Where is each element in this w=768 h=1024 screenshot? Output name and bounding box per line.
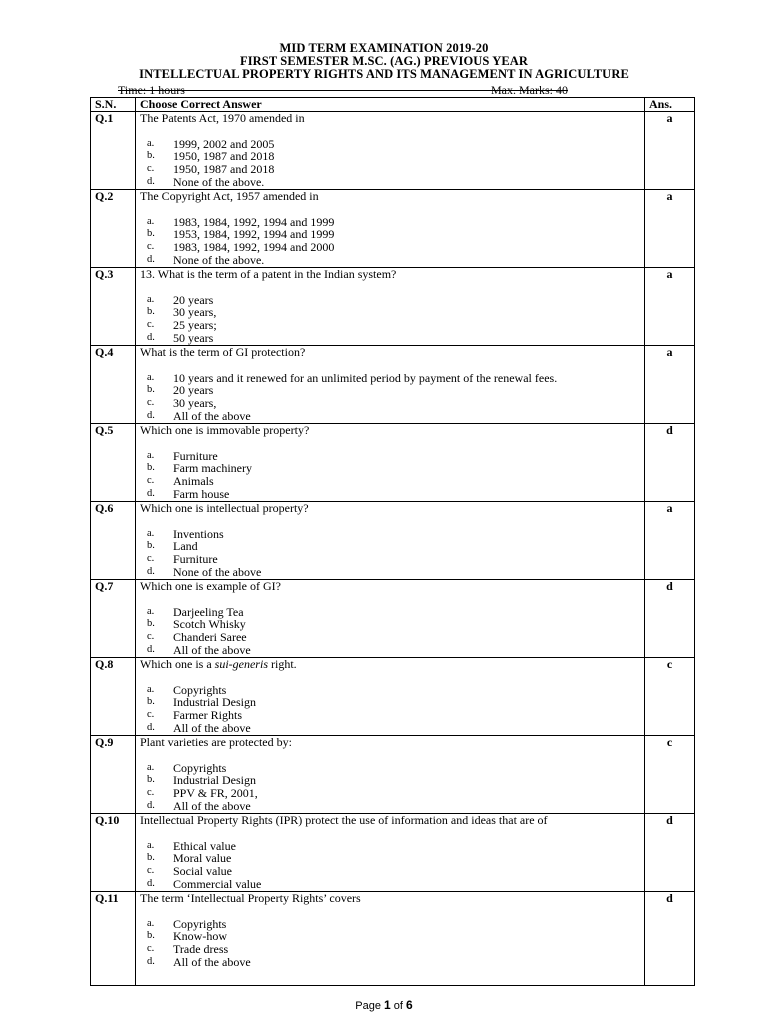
header-sn: S.N. bbox=[91, 98, 136, 112]
option-text: Chanderi Saree bbox=[173, 630, 247, 645]
question-row bbox=[91, 814, 695, 892]
question-text-main: The Copyright Act, 1957 amended in bbox=[140, 189, 319, 203]
option-text: Farmer Rights bbox=[173, 708, 242, 723]
option-text: Industrial Design bbox=[173, 773, 256, 788]
option-text: 50 years bbox=[173, 330, 214, 345]
option-letter: a. bbox=[147, 917, 155, 929]
exam-header bbox=[0, 42, 768, 81]
answer-key: a bbox=[645, 346, 695, 424]
answer-key: d bbox=[645, 424, 695, 502]
option-text: Trade dress bbox=[173, 942, 229, 957]
header-question: Choose Correct Answer bbox=[136, 98, 645, 112]
answer-option bbox=[140, 332, 640, 345]
option-text: None of the above. bbox=[173, 174, 265, 189]
option-letter: b. bbox=[147, 462, 155, 474]
answer-key: c bbox=[645, 658, 695, 736]
option-text: Inventions bbox=[173, 526, 224, 541]
option-text: Animals bbox=[173, 474, 214, 489]
option-text: All of the above bbox=[173, 642, 251, 657]
exam-title: MID TERM EXAMINATION 2019-20 bbox=[279, 41, 489, 55]
option-text: Ethical value bbox=[173, 838, 236, 853]
spacer bbox=[140, 749, 640, 762]
question-text bbox=[140, 268, 640, 281]
option-letter: b. bbox=[147, 384, 155, 396]
answer-option bbox=[140, 644, 640, 657]
question-table bbox=[90, 97, 695, 986]
answer-option bbox=[140, 372, 640, 385]
option-text: 30 years, bbox=[173, 396, 217, 411]
header-answer: Ans. bbox=[645, 98, 695, 112]
option-letter: c. bbox=[147, 553, 155, 565]
option-text: Copyrights bbox=[173, 916, 227, 931]
question-text-main: Which one is example of GI? bbox=[140, 579, 281, 593]
option-letter: a. bbox=[147, 605, 155, 617]
option-text: 25 years; bbox=[173, 318, 217, 333]
answer-option bbox=[140, 528, 640, 541]
option-text: 30 years, bbox=[173, 305, 217, 320]
question-cell bbox=[136, 424, 645, 502]
question-row bbox=[91, 736, 695, 814]
spacer bbox=[140, 281, 640, 294]
page-footer bbox=[0, 998, 768, 1012]
exam-time: Time: 1 hours bbox=[118, 83, 185, 97]
question-cell bbox=[136, 112, 645, 190]
question-cell bbox=[136, 268, 645, 346]
option-text: Social value bbox=[173, 864, 232, 879]
question-row bbox=[91, 502, 695, 580]
question-text-tail: right. bbox=[267, 657, 297, 671]
spacer bbox=[140, 671, 640, 684]
option-text: 1950, 1987 and 2018 bbox=[173, 162, 275, 177]
course-title: INTELLECTUAL PROPERTY RIGHTS AND ITS MANAGEMENT IN AGRICULTURE bbox=[139, 67, 629, 81]
answer-key: a bbox=[645, 268, 695, 346]
question-number: Q.4 bbox=[91, 346, 136, 424]
option-text: 20 years bbox=[173, 383, 214, 398]
question-text-main: 13. What is the term of a patent in the Indian system? bbox=[140, 267, 397, 281]
option-letter: c. bbox=[147, 943, 155, 955]
option-letter: d. bbox=[147, 721, 155, 733]
spacer bbox=[140, 359, 640, 372]
option-text: Darjeeling Tea bbox=[173, 604, 244, 619]
question-text bbox=[140, 892, 640, 905]
option-text: Know-how bbox=[173, 929, 227, 944]
answer-key: d bbox=[645, 814, 695, 892]
option-text: Land bbox=[173, 539, 198, 554]
option-text: 1950, 1987 and 2018 bbox=[173, 149, 275, 164]
question-text-main: The term ‘Intellectual Property Rights’ covers bbox=[140, 891, 361, 905]
question-text-italic: sui-generis bbox=[214, 657, 268, 671]
question-row bbox=[91, 268, 695, 346]
option-letter: d. bbox=[147, 799, 155, 811]
option-text: Moral value bbox=[173, 851, 232, 866]
exam-meta bbox=[118, 83, 568, 95]
question-row bbox=[91, 892, 695, 986]
question-cell bbox=[136, 502, 645, 580]
question-number: Q.3 bbox=[91, 268, 136, 346]
spacer bbox=[140, 437, 640, 450]
option-letter: c. bbox=[147, 319, 155, 331]
option-letter: b. bbox=[147, 228, 155, 240]
question-text bbox=[140, 424, 640, 437]
question-number: Q.2 bbox=[91, 190, 136, 268]
question-text-main: Which one is immovable property? bbox=[140, 423, 310, 437]
option-text: Copyrights bbox=[173, 760, 227, 775]
answer-option bbox=[140, 176, 640, 189]
option-text: Scotch Whisky bbox=[173, 617, 246, 632]
question-text-main: The Patents Act, 1970 amended in bbox=[140, 111, 305, 125]
option-letter: b. bbox=[147, 852, 155, 864]
answer-option bbox=[140, 488, 640, 501]
exam-max-marks: Max. Marks: 40 bbox=[491, 83, 568, 97]
option-text: Furniture bbox=[173, 448, 218, 463]
option-letter: d. bbox=[147, 175, 155, 187]
option-text: All of the above bbox=[173, 720, 251, 735]
answer-key: a bbox=[645, 502, 695, 580]
answer-key: a bbox=[645, 190, 695, 268]
question-number: Q.10 bbox=[91, 814, 136, 892]
spacer bbox=[140, 593, 640, 606]
option-letter: c. bbox=[147, 241, 155, 253]
question-row bbox=[91, 112, 695, 190]
option-text: Commercial value bbox=[173, 876, 262, 891]
option-letter: a. bbox=[147, 371, 155, 383]
question-number: Q.1 bbox=[91, 112, 136, 190]
option-text: All of the above bbox=[173, 954, 251, 969]
question-number: Q.8 bbox=[91, 658, 136, 736]
question-text-main: Which one is intellectual property? bbox=[140, 501, 309, 515]
question-text-main: Which one is a bbox=[140, 657, 215, 671]
option-letter: d. bbox=[147, 565, 155, 577]
answer-key: c bbox=[645, 736, 695, 814]
question-number: Q.6 bbox=[91, 502, 136, 580]
question-cell bbox=[136, 346, 645, 424]
question-text bbox=[140, 502, 640, 515]
option-letter: c. bbox=[147, 787, 155, 799]
spacer bbox=[140, 905, 640, 918]
option-letter: c. bbox=[147, 163, 155, 175]
option-text: Industrial Design bbox=[173, 695, 256, 710]
option-letter: a. bbox=[147, 683, 155, 695]
answer-option bbox=[140, 319, 640, 332]
question-text bbox=[140, 658, 640, 671]
question-number: Q.9 bbox=[91, 736, 136, 814]
answer-option bbox=[140, 722, 640, 735]
strikethrough-line bbox=[118, 90, 568, 91]
option-letter: c. bbox=[147, 709, 155, 721]
question-number: Q.5 bbox=[91, 424, 136, 502]
question-text bbox=[140, 112, 640, 125]
answer-option bbox=[140, 566, 640, 579]
question-text-main: Intellectual Property Rights (IPR) protect the use of information and ideas that are of bbox=[140, 813, 548, 827]
question-text-main: Plant varieties are protected by: bbox=[140, 735, 292, 749]
spacer bbox=[140, 515, 640, 528]
page-total: 6 bbox=[406, 998, 413, 1012]
question-number: Q.11 bbox=[91, 892, 136, 986]
option-letter: b. bbox=[147, 618, 155, 630]
option-letter: d. bbox=[147, 487, 155, 499]
option-letter: a. bbox=[147, 527, 155, 539]
question-cell bbox=[136, 190, 645, 268]
of-word: of bbox=[393, 1000, 403, 1012]
option-letter: c. bbox=[147, 397, 155, 409]
question-rows bbox=[91, 112, 695, 986]
question-cell bbox=[136, 580, 645, 658]
option-text: 1953, 1984, 1992, 1994 and 1999 bbox=[173, 227, 335, 242]
option-letter: b. bbox=[147, 150, 155, 162]
question-cell bbox=[136, 658, 645, 736]
answer-key: d bbox=[645, 892, 695, 986]
option-text: 1983, 1984, 1992, 1994 and 1999 bbox=[173, 214, 335, 229]
question-row bbox=[91, 658, 695, 736]
option-text: None of the above bbox=[173, 564, 262, 579]
answer-option bbox=[140, 878, 640, 891]
option-letter: a. bbox=[147, 293, 155, 305]
question-text bbox=[140, 736, 640, 749]
option-text: 10 years and it renewed for an unlimited period by payment of the renewal fees. bbox=[173, 370, 558, 385]
option-letter: b. bbox=[147, 930, 155, 942]
option-text: 1983, 1984, 1992, 1994 and 2000 bbox=[173, 240, 335, 255]
option-text: 20 years bbox=[173, 292, 214, 307]
question-number: Q.7 bbox=[91, 580, 136, 658]
option-text: None of the above. bbox=[173, 252, 265, 267]
question-text-main: What is the term of GI protection? bbox=[140, 345, 306, 359]
answer-key: a bbox=[645, 112, 695, 190]
answer-key: d bbox=[645, 580, 695, 658]
option-text: Farm house bbox=[173, 486, 230, 501]
option-letter: a. bbox=[147, 215, 155, 227]
option-letter: b. bbox=[147, 774, 155, 786]
option-text: Copyrights bbox=[173, 682, 227, 697]
answer-option bbox=[140, 956, 640, 969]
question-text bbox=[140, 580, 640, 593]
exam-subtitle: FIRST SEMESTER M.SC. (AG.) PREVIOUS YEAR bbox=[239, 54, 529, 68]
answer-option bbox=[140, 462, 640, 475]
option-letter: d. bbox=[147, 643, 155, 655]
option-letter: a. bbox=[147, 449, 155, 461]
question-row bbox=[91, 346, 695, 424]
option-letter: a. bbox=[147, 839, 155, 851]
option-letter: d. bbox=[147, 409, 155, 421]
question-text bbox=[140, 814, 640, 827]
option-letter: c. bbox=[147, 631, 155, 643]
question-cell bbox=[136, 814, 645, 892]
page-number: 1 bbox=[384, 998, 391, 1012]
table-header-row bbox=[91, 98, 695, 112]
page-word: Page bbox=[355, 1000, 381, 1012]
option-letter: b. bbox=[147, 540, 155, 552]
option-letter: b. bbox=[147, 696, 155, 708]
option-text: All of the above bbox=[173, 408, 251, 423]
option-letter: c. bbox=[147, 865, 155, 877]
question-cell bbox=[136, 892, 645, 986]
answer-option bbox=[140, 254, 640, 267]
option-letter: a. bbox=[147, 137, 155, 149]
question-row bbox=[91, 580, 695, 658]
option-text: PPV & FR, 2001, bbox=[173, 786, 258, 801]
spacer bbox=[140, 827, 640, 840]
question-text bbox=[140, 346, 640, 359]
option-letter: b. bbox=[147, 306, 155, 318]
option-text: All of the above bbox=[173, 798, 251, 813]
option-letter: d. bbox=[147, 955, 155, 967]
option-text: 1999, 2002 and 2005 bbox=[173, 136, 275, 151]
option-text: Farm machinery bbox=[173, 461, 252, 476]
option-letter: d. bbox=[147, 331, 155, 343]
question-text bbox=[140, 190, 640, 203]
answer-option bbox=[140, 800, 640, 813]
option-letter: d. bbox=[147, 253, 155, 265]
option-text: Furniture bbox=[173, 552, 218, 567]
option-letter: d. bbox=[147, 877, 155, 889]
option-letter: c. bbox=[147, 475, 155, 487]
answer-option bbox=[140, 410, 640, 423]
question-row bbox=[91, 190, 695, 268]
spacer bbox=[140, 203, 640, 216]
spacer bbox=[140, 125, 640, 138]
question-row bbox=[91, 424, 695, 502]
question-cell bbox=[136, 736, 645, 814]
option-letter: a. bbox=[147, 761, 155, 773]
